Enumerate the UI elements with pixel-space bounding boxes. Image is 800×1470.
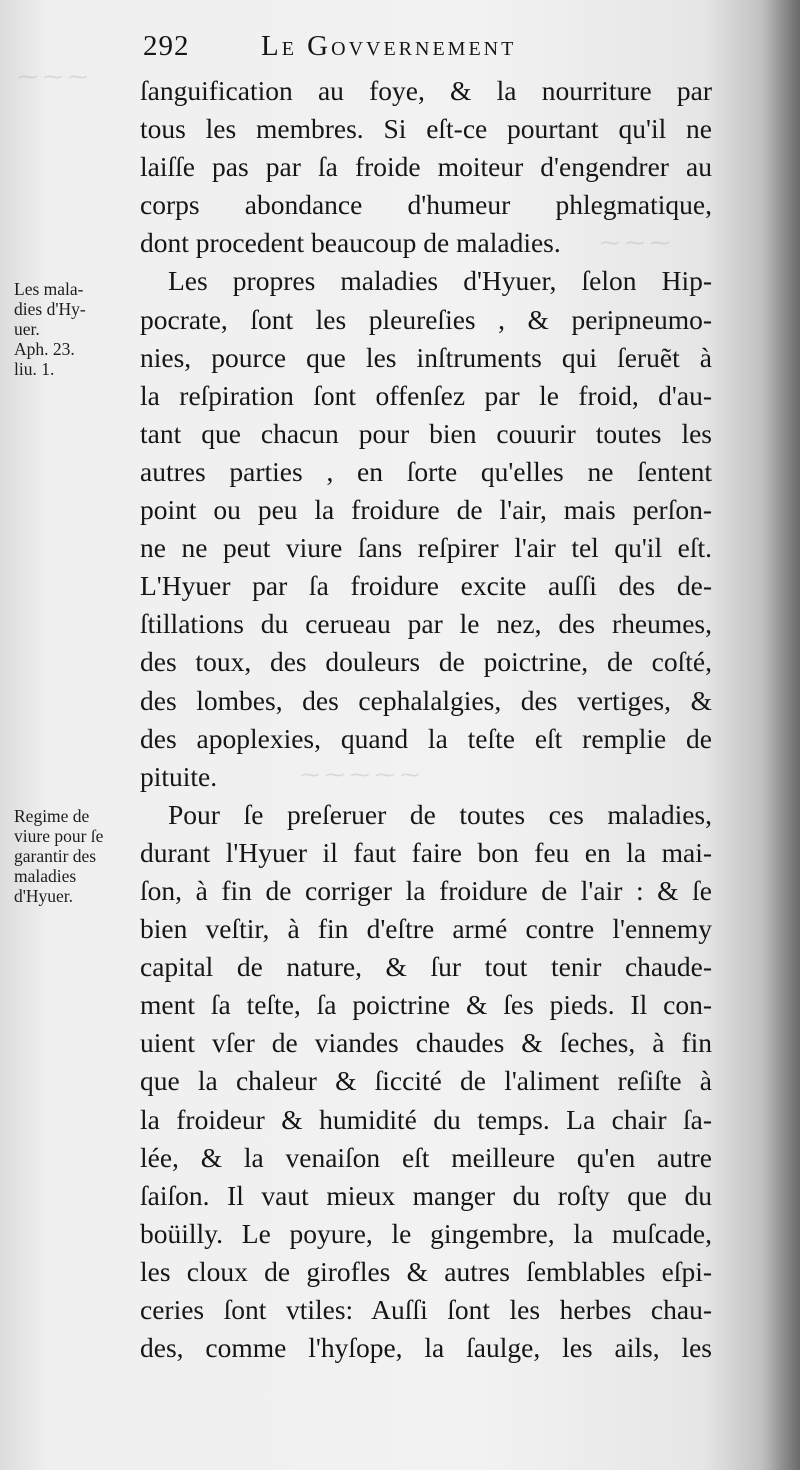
- text-line: ſon, à fin de corriger la froidure de l'air : & ſe: [140, 874, 712, 906]
- margin-note-line: Regime de: [14, 806, 90, 826]
- running-title: Le Govvernement: [261, 30, 517, 62]
- margin-note-regime: [14, 806, 132, 906]
- text-line: la reſpiration ſont offenſez par le froid, d'au-: [140, 379, 712, 411]
- margin-note-line: Les mala-: [14, 279, 84, 299]
- margin-note-maladies: [14, 279, 132, 379]
- text-line: point ou peu la froidure de l'air, mais perſon-: [140, 494, 712, 526]
- margin-note-line: liu. 1.: [14, 359, 55, 379]
- text-line: ſaiſon. Il vaut mieux manger du roſty que du: [140, 1179, 712, 1211]
- margin-note-line: uer.: [14, 319, 40, 339]
- text-line: laiſſe pas par ſa froide moiteur d'engendrer au: [140, 151, 712, 183]
- show-through: ⁓ ⁓ ⁓: [600, 232, 670, 254]
- text-line: L'Hyuer par ſa froidure excite auſſi des de-: [140, 570, 712, 602]
- text-line: capital de nature, & ſur tout tenir chaude-: [140, 951, 712, 983]
- text-line: bien veſtir, à fin d'eſtre armé contre l'ennemy: [140, 913, 712, 945]
- text-line: des, comme l'hyſope, la ſaulge, les ails, les: [140, 1332, 712, 1364]
- text-line: que la chaleur & ſiccité de l'aliment reſiſte à: [140, 1065, 712, 1097]
- text-line: boüilly. Le poyure, le gingembre, la muſcade,: [140, 1217, 712, 1249]
- text-line: lée, & la venaiſon eſt meilleure qu'en autre: [140, 1141, 712, 1173]
- text-line: ne ne peut viure ſans reſpirer l'air tel qu'il eſt.: [140, 532, 712, 564]
- text-line: durant l'Hyuer il faut faire bon feu en la mai-: [140, 836, 712, 868]
- text-line: uient vſer de viandes chaudes & ſeches, à fin: [140, 1027, 712, 1059]
- text-line: des apoplexies, quand la teſte eſt remplie de: [140, 722, 712, 754]
- text-line: les cloux de girofles & autres ſemblables eſpi-: [140, 1255, 712, 1287]
- margin-note-line: dies d'Hy-: [14, 299, 86, 319]
- page-edge-shadow: [760, 0, 800, 1470]
- text-line: ceries ſont vtiles: Auſſi ſont les herbes chau-: [140, 1294, 712, 1325]
- page-header: [143, 30, 703, 74]
- show-through: ⁓ ⁓ ⁓ ⁓ ⁓: [300, 764, 420, 786]
- text-line: tous les membres. Si eſt-ce pourtant qu'il ne: [140, 113, 712, 145]
- text-line: ment ſa teſte, ſa poictrine & ſes pieds. Il con-: [140, 989, 712, 1021]
- margin-note-line: viure pour ſe: [14, 826, 104, 846]
- margin-note-line: Aph. 23.: [14, 339, 75, 359]
- text-line: corps abondance d'humeur phlegmatique,: [140, 189, 712, 221]
- show-through: ⁓ ⁓ ⁓: [18, 66, 88, 88]
- margin-note-line: garantir des: [14, 846, 97, 866]
- text-line: des toux, des douleurs de poictrine, de coſté,: [140, 646, 712, 678]
- margin-note-line: maladies: [14, 866, 77, 886]
- text-line: Les propres maladies d'Hyuer, ſelon Hip-: [168, 265, 712, 297]
- text-line: nies, pource que les inſtruments qui ſeruẽt à: [140, 341, 712, 373]
- text-line: pocrate, ſont les pleureſies , & peripneumo-: [140, 303, 712, 335]
- body-text: [140, 72, 712, 1367]
- text-line: la froideur & humidité du temps. La chair ſa-: [140, 1103, 712, 1135]
- text-line: autres parties , en ſorte qu'elles ne ſentent: [140, 455, 712, 487]
- text-line: des lombes, des cephalalgies, des vertiges, &: [140, 684, 712, 716]
- margin-note-line: d'Hyuer.: [14, 886, 74, 906]
- text-line: dont procedent beaucoup de maladies.: [140, 227, 561, 259]
- text-line: ſanguification au foye, & la nourriture par: [140, 75, 712, 106]
- text-line: ſtillations du cerueau par le nez, des rheumes,: [140, 608, 712, 640]
- text-line: pituite.: [140, 760, 218, 792]
- text-line: Pour ſe preſeruer de toutes ces maladies,: [168, 798, 712, 830]
- page-number: 292: [143, 30, 190, 62]
- text-line: tant que chacun pour bien couurir toutes les: [140, 417, 712, 449]
